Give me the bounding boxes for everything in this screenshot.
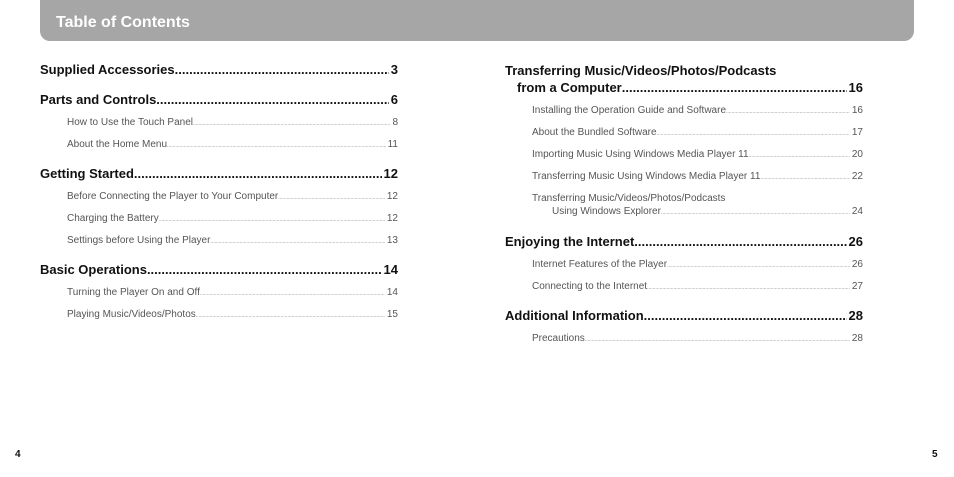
page-number-right: 5 xyxy=(932,449,938,460)
leader-dots xyxy=(147,262,382,277)
toc-entry-page: 12 xyxy=(386,191,398,202)
leader-dots xyxy=(156,92,388,107)
toc-entry-additional-info[interactable] xyxy=(505,308,863,323)
toc-entry-label: Precautions xyxy=(532,333,585,344)
leader-dots xyxy=(200,291,385,297)
leader-dots xyxy=(661,210,850,216)
toc-entry-label-line1: Transferring Music/Videos/Photos/Podcasts xyxy=(532,193,726,204)
toc-entry-page: 14 xyxy=(386,287,398,298)
leader-dots xyxy=(622,80,847,95)
toc-entry-page: 14 xyxy=(383,262,398,277)
leader-dots xyxy=(585,337,850,343)
toc-subentry-connecting-internet[interactable] xyxy=(532,281,863,292)
toc-entry-label: About the Bundled Software xyxy=(532,127,657,138)
toc-entry-page: 28 xyxy=(851,333,863,344)
toc-subentry-internet-features[interactable] xyxy=(532,259,863,270)
toc-entry-label: How to Use the Touch Panel xyxy=(67,117,194,128)
leader-dots xyxy=(749,153,850,159)
toc-entry-label: Importing Music Using Windows Media Player 11 xyxy=(532,149,749,160)
leader-dots xyxy=(657,131,850,137)
toc-entry-page: 27 xyxy=(851,281,863,292)
page-title: Table of Contents xyxy=(56,14,190,31)
page-number-left: 4 xyxy=(15,449,21,460)
toc-entry-label: Connecting to the Internet xyxy=(532,281,648,292)
toc-subentry-transferring-wmp[interactable] xyxy=(532,171,863,182)
toc-subentry-playing[interactable] xyxy=(67,309,398,320)
leader-dots xyxy=(647,285,850,291)
leader-dots xyxy=(167,143,386,149)
toc-subentry-importing[interactable] xyxy=(532,149,863,160)
toc-entry-page: 16 xyxy=(848,80,863,95)
leader-dots xyxy=(278,195,385,201)
toc-entry-label: Supplied Accessories xyxy=(40,62,175,77)
leader-dots xyxy=(210,239,384,245)
header-bar xyxy=(40,0,914,41)
toc-subentry-on-off[interactable] xyxy=(67,287,398,298)
toc-subentry-before-connecting[interactable] xyxy=(67,191,398,202)
toc-entry-page: 20 xyxy=(851,149,863,160)
toc-entry-label: Turning the Player On and Off xyxy=(67,287,200,298)
toc-entry-label: Getting Started xyxy=(40,166,134,181)
toc-entry-label: Internet Features of the Player xyxy=(532,259,668,270)
toc-entry-page: 11 xyxy=(387,139,398,150)
toc-entry-label-line2: from a Computer xyxy=(517,80,622,95)
toc-entry-label: Settings before Using the Player xyxy=(67,235,211,246)
toc-entry-label: Before Connecting the Player to Your Computer xyxy=(67,191,279,202)
leader-dots xyxy=(667,263,850,269)
toc-entry-label: Parts and Controls xyxy=(40,92,157,107)
toc-subentry-precautions[interactable] xyxy=(532,333,863,344)
toc-entry-label: Additional Information xyxy=(505,308,644,323)
toc-subentry-settings[interactable] xyxy=(67,235,398,246)
toc-subentry-bundled-software[interactable] xyxy=(532,127,863,138)
leader-dots xyxy=(760,175,849,181)
toc-entry-label-line2: Using Windows Explorer xyxy=(552,206,661,217)
toc-subentry-touch-panel[interactable] xyxy=(67,117,398,128)
toc-entry-label: About the Home Menu xyxy=(67,139,168,150)
leader-dots xyxy=(134,166,382,181)
leader-dots xyxy=(193,121,390,127)
toc-entry-supplied-accessories[interactable] xyxy=(40,62,398,77)
toc-entry-page: 12 xyxy=(383,166,398,181)
leader-dots xyxy=(726,109,850,115)
toc-entry-page: 16 xyxy=(851,105,863,116)
leader-dots xyxy=(159,217,385,223)
toc-entry-enjoying-internet[interactable] xyxy=(505,234,863,249)
toc-entry-page: 22 xyxy=(851,171,863,182)
toc-entry-page: 26 xyxy=(848,234,863,249)
toc-entry-page: 17 xyxy=(851,127,863,138)
toc-entry-page: 8 xyxy=(392,117,398,128)
toc-entry-parts-and-controls[interactable] xyxy=(40,92,398,107)
toc-entry-label-line1: Transferring Music/Videos/Photos/Podcasts xyxy=(505,63,777,78)
leader-dots xyxy=(175,62,389,77)
toc-entry-page: 3 xyxy=(390,62,398,77)
toc-entry-label: Basic Operations xyxy=(40,262,147,277)
toc-subentry-windows-explorer[interactable] xyxy=(532,193,863,217)
toc-entry-label: Playing Music/Videos/Photos xyxy=(67,309,196,320)
toc-entry-getting-started[interactable] xyxy=(40,166,398,181)
toc-entry-label: Enjoying the Internet xyxy=(505,234,635,249)
toc-entry-page: 15 xyxy=(386,309,398,320)
toc-entry-transferring[interactable] xyxy=(505,63,863,95)
toc-entry-page: 24 xyxy=(851,206,863,217)
toc-entry-page: 6 xyxy=(390,92,398,107)
toc-entry-label: Transferring Music Using Windows Media Player 11 xyxy=(532,171,761,182)
toc-subentry-charging-battery[interactable] xyxy=(67,213,398,224)
toc-subentry-home-menu[interactable] xyxy=(67,139,398,150)
toc-entry-basic-operations[interactable] xyxy=(40,262,398,277)
toc-entry-label: Installing the Operation Guide and Software xyxy=(532,105,727,116)
toc-entry-page: 13 xyxy=(386,235,398,246)
leader-dots xyxy=(644,308,847,323)
toc-subentry-installing[interactable] xyxy=(532,105,863,116)
toc-entry-page: 12 xyxy=(386,213,398,224)
toc-entry-page: 26 xyxy=(851,259,863,270)
leader-dots xyxy=(634,234,846,249)
toc-entry-label: Charging the Battery xyxy=(67,213,159,224)
leader-dots xyxy=(196,313,385,319)
toc-entry-page: 28 xyxy=(848,308,863,323)
